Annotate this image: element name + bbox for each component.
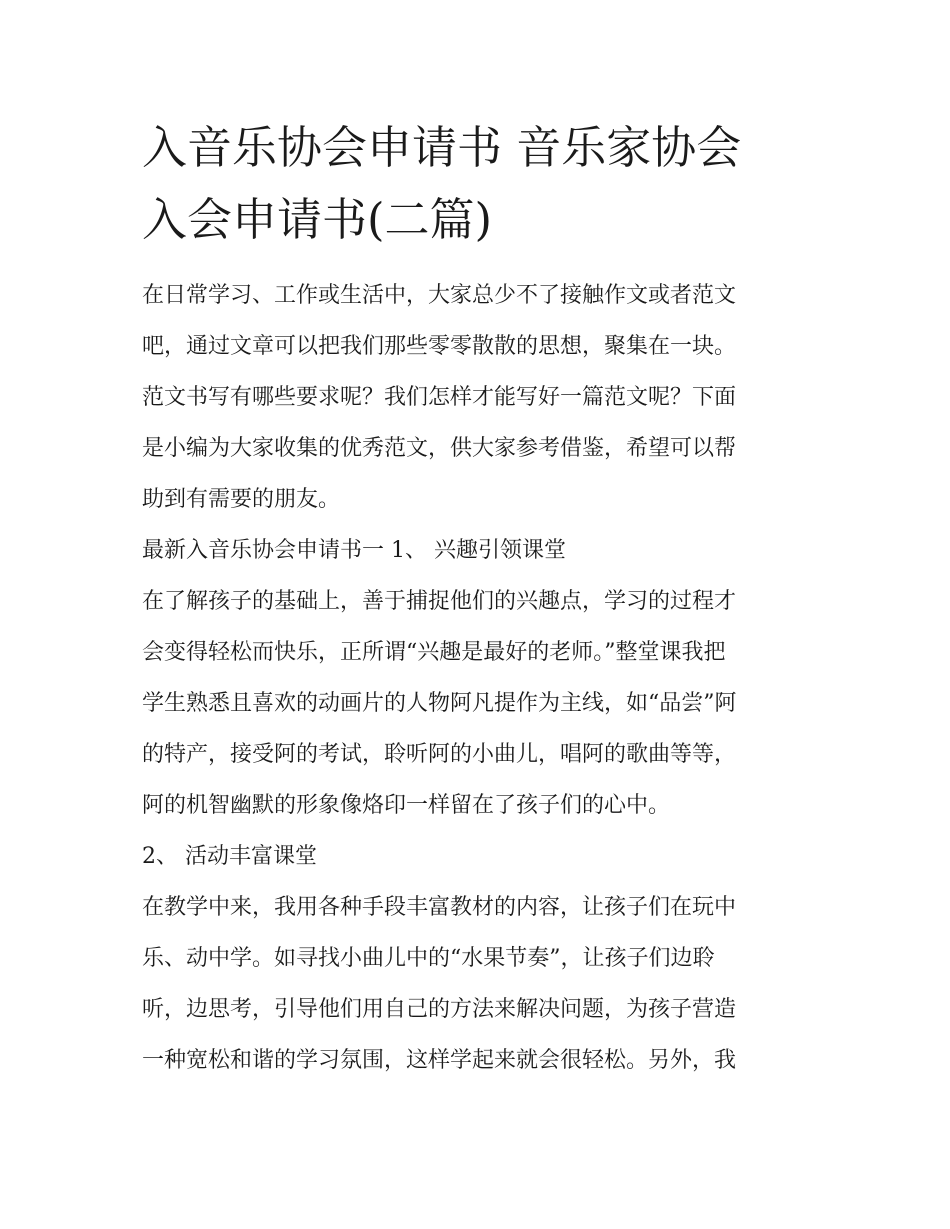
- text-line: 范文书写有哪些要求呢？我们怎样才能写好一篇范文呢？下面: [142, 385, 737, 410]
- text-line: 在日常学习、工作或生活中，大家总少不了接触作文或者范文: [142, 283, 737, 308]
- text-line: 在了解孩子的基础上，善于捕捉他们的兴趣点，学习的过程才: [142, 589, 737, 614]
- text-line: 听，边思考，引导他们用自己的方法来解决问题，为孩子营造: [142, 997, 737, 1022]
- text-line: 学生熟悉且喜欢的动画片的人物阿凡提作为主线，如“品尝”阿: [142, 691, 737, 716]
- text-line: 一种宽松和谐的学习氛围，这样学起来就会很轻松。另外，我: [142, 1048, 737, 1073]
- text-line: 的特产，接受阿的考试，聆听阿的小曲儿，唱阿的歌曲等等，: [142, 742, 737, 767]
- title-line-2: 入会申请书(二篇): [142, 193, 493, 246]
- document-page: [142, 112, 818, 1086]
- title-line-1: 入音乐协会申请书 音乐家协会: [142, 121, 742, 174]
- text-line: 是小编为大家收集的优秀范文，供大家参考借鉴，希望可以帮: [142, 436, 737, 461]
- document-body: [142, 270, 818, 1086]
- text-line: 在教学中来，我用各种手段丰富教材的内容，让孩子们在玩中: [142, 895, 737, 920]
- text-line: 会变得轻松而快乐，正所谓“兴趣是最好的老师。”整堂课我把: [142, 640, 726, 665]
- text-line: 助到有需要的朋友。: [142, 487, 341, 512]
- text-line: 乐、动中学。如寻找小曲儿中的“水果节奏”，让孩子们边聆: [142, 946, 715, 971]
- document-title: [142, 112, 818, 256]
- section-heading-1: 最新入音乐协会申请书一 1、 兴趣引领课堂: [142, 538, 566, 563]
- text-line: 吧，通过文章可以把我们那些零零散散的思想，聚集在一块。: [142, 334, 737, 359]
- section-heading-2: 2、 活动丰富课堂: [142, 844, 317, 869]
- text-line: 阿的机智幽默的形象像烙印一样留在了孩子们的心中。: [142, 793, 671, 818]
